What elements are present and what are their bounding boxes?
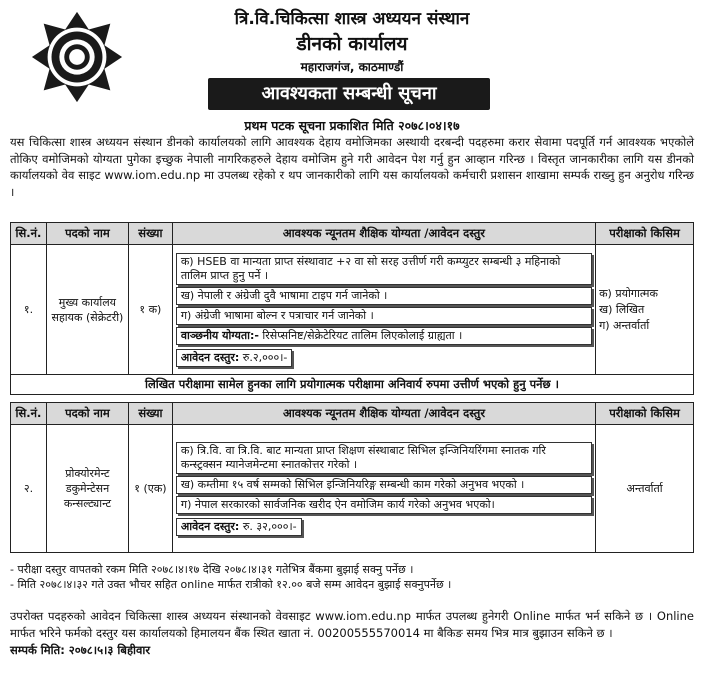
- fee-value: रु.२,०००।-: [242, 350, 288, 364]
- col-exam: परीक्षाको किसिम: [596, 403, 694, 425]
- col-post: पदको नाम: [46, 403, 128, 425]
- requirement-item: ग) अंग्रेजी भाषामा बोल्न र पत्राचार गर्न जानेको ।: [176, 307, 592, 325]
- practical-note: लिखित परीक्षामा सामेल हुनका लागि प्रयोगात्मक परीक्षामा अनिवार्य रुपमा उत्तीर्ण भएको हुनु पर्नेछ ।: [11, 375, 694, 395]
- footer-text: उपरोक्त पदहरुको आवेदन चिकित्सा शास्त्र अध्ययन संस्थानको वेवसाइट www.iom.edu.np मार्फत उपलब्ध हुनेगरी Online मार्फत भर्न सकिने छ । Online मार्फत भरिने फर्मको दस्तुर यस कार्यालयको हिमालयन बैंक स्थित खाता नं. 00200555570014 मा बैकिङ समय भित्र मात्र बुझाउन सकिने छ ।: [10, 609, 694, 640]
- institute-name: त्रि.वि.चिकित्सा शास्त्र अध्ययन संस्थान: [234, 9, 470, 29]
- note-item: - परीक्षा दस्तुर वापतको रकम मिति २०७८।४।१७ देखि २०७८।४।३१ गतेभित्र बैंकमा बुझाई सक्नु पर्नेछ ।: [10, 563, 414, 576]
- requirement-item: ख) नेपाली र अंग्रेजी दुवै भाषामा टाइप गर्न जानेको ।: [176, 287, 592, 305]
- preferred-label: वाञ्छनीय योग्यता:-: [180, 328, 259, 342]
- notice-title: आवश्यकता सम्बन्धी सूचना: [208, 78, 490, 110]
- contact-date: सम्पर्क मिति: २०७८।५।३ बिहीवार: [10, 643, 151, 657]
- table-header-row: [11, 223, 694, 245]
- intro-paragraph: यस चिकित्सा शास्त्र अध्ययन संस्थान डीनको कार्यालयको लागि आवश्यक देहाय वमोजिमका अस्थायी दरबन्दी पदहरुमा करार सेवामा पदपूर्ति गर्न आवश्यक भएकोले तोकिए वमोजिमको योग्यता पुगेका इच्छुक नेपाली नागरिकहरुले देहाय वमोजिम हुने गरी आवेदन पेश गर्नु हुन आव्हान गरिन्छ । विस्तृत जानकारीका लागि यस डीनको कार्यालयको वेव साइट www.iom.edu.np मा उपलब्ध रहेको र थप जानकारीको लागि यस कार्यालयको कर्मचारी प्रशासन शाखामा सम्पर्क राख्नु हुन अनुरोध गरिन्छ ।: [10, 135, 694, 199]
- col-sn: सि.नं.: [11, 403, 47, 425]
- table-header-row: [11, 403, 694, 425]
- fee-label: आवेदन दस्तुर:: [180, 519, 240, 533]
- post-sn: १.: [11, 245, 47, 375]
- preferred-qualification: [176, 327, 592, 345]
- post-count: १ क): [128, 245, 172, 375]
- requirement-item: ग) नेपाल सरकारको सार्वजनिक खरीद ऐन वमोजिम कार्य गरेको अनुभव भएको।: [176, 496, 592, 514]
- post-table-2: [10, 402, 694, 553]
- col-count: संख्या: [128, 223, 172, 245]
- requirement-item: क) HSEB वा मान्यता प्राप्त संस्थावाट +२ वा सो सरह उत्तीर्ण गरी कम्प्युटर सम्बन्धी ३ महिनाको तालिम प्राप्त हुनु पर्ने ।: [176, 253, 592, 285]
- application-fee: [176, 349, 293, 367]
- preferred-text: रिसेप्सनिष्ट/सेक्रेटेरियट तालिम लिएकोलाई ग्राह्यता ।: [262, 328, 463, 342]
- post-sn: २.: [11, 425, 47, 553]
- table-row: [11, 245, 694, 375]
- exam-type: अन्तर्वार्ता: [596, 425, 694, 553]
- post-name: प्रोक्योरमेन्ट डकुमेन्टेसन कन्सल्ट्यान्ट: [46, 425, 128, 553]
- post-table-1: [10, 222, 694, 395]
- note-item: - मिति २०७८।४।३२ गते उक्त भौचर सहित online मार्फत रात्रीको १२.०० बजे सम्म आवेदन बुझाई सक्नुपर्नेछ ।: [10, 578, 452, 591]
- col-qualification: आवश्यक न्यूनतम शैक्षिक योग्यता /आवेदन दस्तुर: [172, 403, 595, 425]
- office-location: महाराजगंज, काठमाण्डौं: [300, 60, 404, 74]
- application-fee: [176, 518, 302, 536]
- publish-date: प्रथम पटक सूचना प्रकाशित मिति २०७८।०४।१७: [244, 118, 460, 133]
- post-name: मुख्य कार्यालय सहायक (सेक्रेटरी): [46, 245, 128, 375]
- post-count: १ (एक): [128, 425, 172, 553]
- col-count: संख्या: [128, 403, 172, 425]
- requirement-item: ख) कम्तीमा १५ वर्ष सम्मको सिभिल इन्जिनियरिङ्ग सम्बन्धी काम गरेको अनुभव भएको ।: [176, 476, 592, 494]
- table-row: [11, 425, 694, 553]
- exam-type: ख) लिखित: [599, 302, 645, 316]
- requirement-item: क) त्रि.वि. वा त्रि.वि. बाट मान्यता प्राप्त शिक्षण संस्थाबाट सिभिल इन्जिनियरिंगमा स्नातक गरि कन्स्ट्रक्सन म्यानेजमेन्टमा स्नातकोत्तर गरेको ।: [176, 442, 592, 474]
- col-post: पदको नाम: [46, 223, 128, 245]
- exam-type: ग) अन्तर्वार्ता: [599, 318, 650, 332]
- office-name: डीनको कार्यालय: [296, 33, 408, 55]
- col-qualification: आवश्यक न्यूनतम शैक्षिक योग्यता /आवेदन दस्तुर: [172, 223, 595, 245]
- notes: [10, 562, 694, 592]
- fee-value: रु. ३२,०००।-: [242, 519, 297, 533]
- fee-label: आवेदन दस्तुर:: [180, 350, 240, 364]
- footer: [10, 608, 694, 659]
- exam-type: क) प्रयोगात्मक: [599, 286, 658, 300]
- col-exam: परीक्षाको किसिम: [596, 223, 694, 245]
- col-sn: सि.नं.: [11, 223, 47, 245]
